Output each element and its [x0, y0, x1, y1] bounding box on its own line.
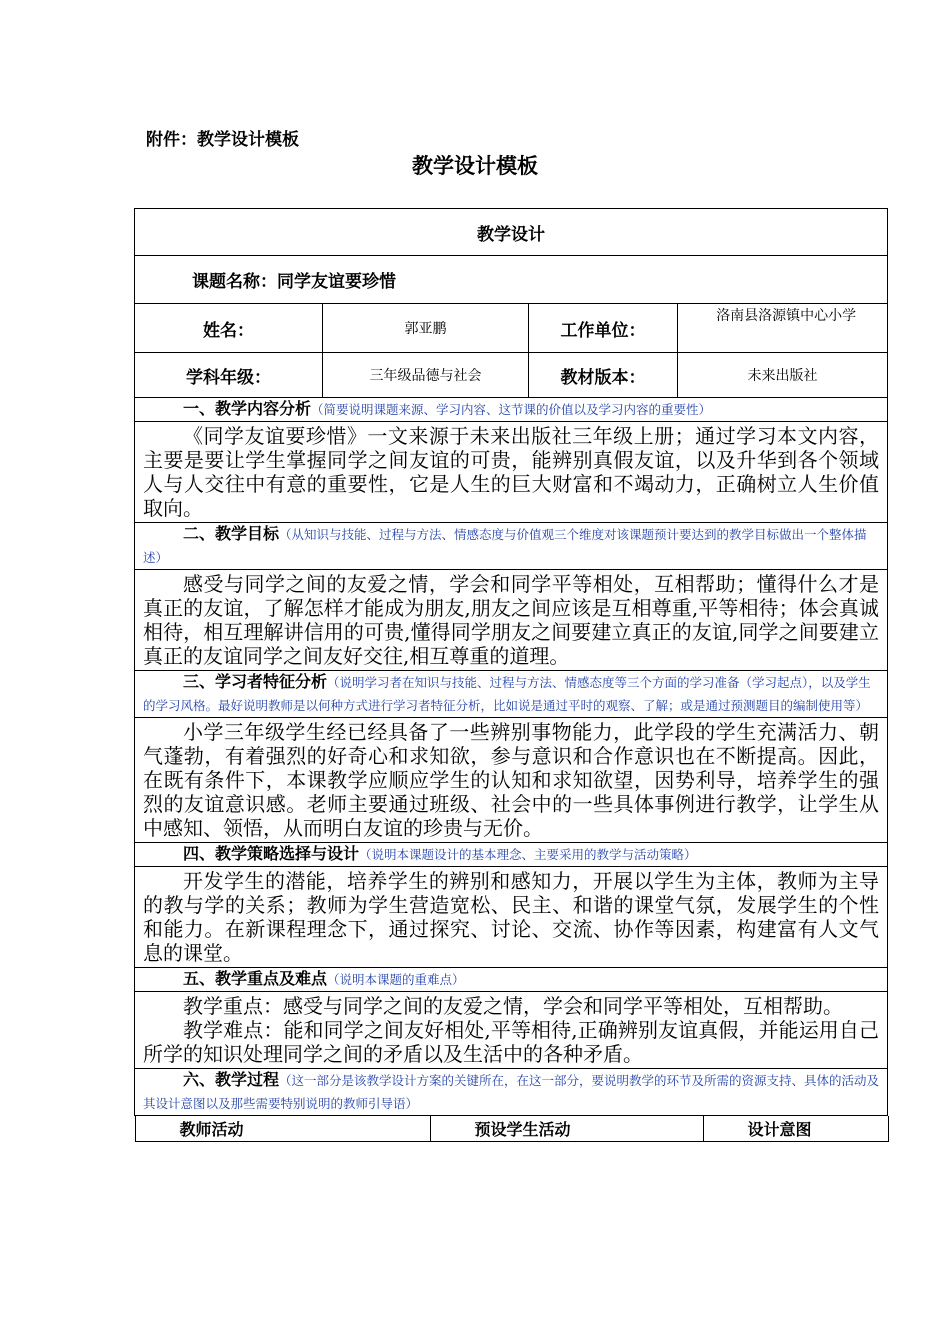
grade-label: 学科年级： — [135, 353, 323, 398]
section-title: 五、教学重点及难点 — [183, 969, 328, 988]
edition-value: 未来出版社 — [678, 353, 888, 398]
section-note: （说明本课题设计的基本理念、主要采用的教学与活动策略） — [359, 847, 697, 862]
process-column-student: 预设学生活动 — [430, 1116, 703, 1141]
section-3-body — [135, 718, 888, 843]
paragraph: 《同学友谊要珍惜》一文来源于未来出版社三年级上册；通过学习本文内容，主要是要让学生掌握同学之间友谊的可贵，能辨别真假友谊，以及升华到各个领域人与人交往中有意的重要性，它是人生的巨大财富和不竭动力，正确树立人生价值取向。 — [143, 424, 879, 520]
process-column-intent: 设计意图 — [703, 1116, 888, 1141]
teaching-design-table — [134, 208, 888, 1142]
section-title: 三、学习者特征分析 — [183, 672, 328, 691]
name-label: 姓名： — [135, 304, 323, 353]
document-title: 教学设计模板 — [412, 154, 538, 178]
paragraph: 教学重点：感受与同学之间的友爱之情，学会和同学平等相处，互相帮助。 — [183, 994, 843, 1018]
section-note: （说明本课题的重难点） — [327, 972, 465, 987]
section-title: 四、教学策略选择与设计 — [183, 844, 360, 863]
section-title: 一、教学内容分析 — [183, 399, 312, 418]
section-5-heading — [135, 968, 888, 992]
section-6-heading — [135, 1069, 888, 1116]
paragraph: 感受与同学之间的友爱之情，学会和同学平等相处，互相帮助；懂得什么才是真正的友谊，了解怎样才能成为朋友,朋友之间应该是互相尊重,平等相待；体会真诚相待，相互理解讲信用的可贵,懂得同学朋友之间要建立真正的友谊,同学之间要建立真正的友谊同学之间友好交往,相互尊重的道理。 — [143, 572, 879, 668]
section-4-heading — [135, 843, 888, 867]
section-2-body — [135, 570, 888, 671]
section-note: （这一部分是该教学设计方案的关键所在，在这一部分，要说明教学的环节及所需的资源支持、具体的活动及其设计意图以及那些需要特别说明的教师引导语） — [143, 1073, 880, 1111]
section-3-heading — [135, 671, 888, 718]
grade-value: 三年级品德与社会 — [323, 353, 529, 398]
table-header: 教学设计 — [135, 209, 888, 256]
process-table — [135, 1116, 889, 1142]
name-value: 郭亚鹏 — [323, 304, 529, 353]
topic-value: 同学友谊要珍惜 — [277, 272, 396, 292]
topic-row — [135, 256, 888, 304]
unit-value: 洛南县洛源镇中心小学 — [678, 304, 888, 353]
topic-label: 课题名称： — [192, 272, 277, 292]
section-5-body — [135, 992, 888, 1069]
edition-label: 教材版本： — [529, 353, 678, 398]
section-4-body — [135, 867, 888, 968]
section-note: （简要说明课题来源、学习内容、这节课的价值以及学习内容的重要性） — [311, 402, 712, 417]
section-note: （说明学习者在知识与技能、过程与方法、情感态度等三个方面的学习准备（学习起点），以及学生的学习风格。最好说明教师是以何种方式进行学习者特征分析，比如说是通过平时的观察、了解；或是通过预测题目的编制使用等） — [143, 675, 871, 713]
section-title: 二、教学目标 — [183, 524, 280, 543]
section-note: （从知识与技能、过程与方法、情感态度与价值观三个维度对该课题预计要达到的教学目标做出一个整体描述） — [143, 527, 867, 565]
section-2-heading — [135, 523, 888, 570]
section-title: 六、教学过程 — [183, 1070, 280, 1089]
attachment-label: 附件：教学设计模板 — [146, 130, 299, 150]
paragraph: 教学难点：能和同学之间友好相处,平等相待,正确辨别友谊真假，并能运用自己所学的知识处理同学之间的矛盾以及生活中的各种矛盾。 — [143, 1018, 879, 1066]
paragraph: 开发学生的潜能，培养学生的辨别和感知力，开展以学生为主体，教师为主导的教与学的关系；教师为学生营造宽松、民主、和谐的课堂气氛，发展学生的个性和能力。在新课程理念下，通过探究、讨论、交流、协作等因素，构建富有人文气息的课堂。 — [143, 869, 879, 965]
process-column-teacher: 教师活动 — [135, 1116, 430, 1141]
section-1-heading — [135, 398, 888, 422]
paragraph: 小学三年级学生经已经具备了一些辨别事物能力，此学段的学生充满活力、朝气蓬勃，有着强烈的好奇心和求知欲，参与意识和合作意识也在不断提高。因此，在既有条件下，本课教学应顺应学生的认知和求知欲望，因势利导，培养学生的强烈的友谊意识感。老师主要通过班级、社会中的一些具体事例进行教学，让学生从中感知、领悟，从而明白友谊的珍贵与无价。 — [143, 720, 879, 840]
unit-label: 工作单位： — [529, 304, 678, 353]
section-1-body — [135, 422, 888, 523]
